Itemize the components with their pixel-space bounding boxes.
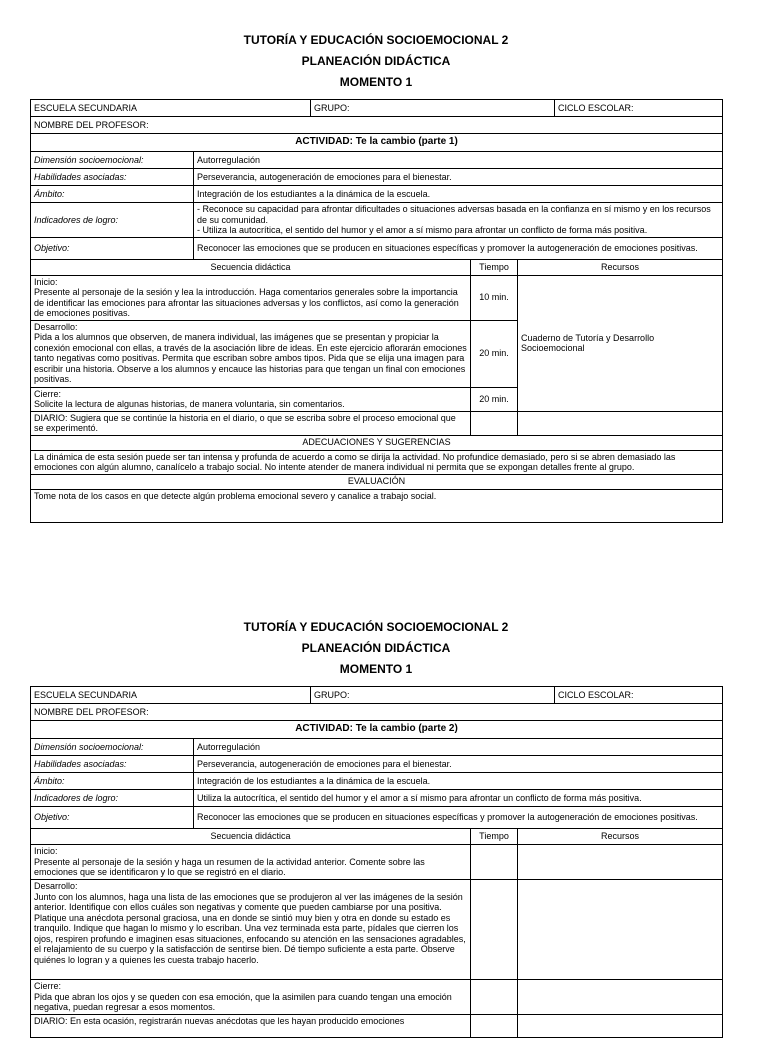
dimension-label: Dimensión socioemocional:	[31, 739, 194, 756]
indicators-value: Utiliza la autocrítica, el sentido del humor y el amor a sí mismo para afrontar un conflicto de forma más positiva.	[194, 790, 723, 807]
objective-value: Reconocer las emociones que se producen en situaciones específicas y promover la autogeneración de emociones positivas.	[194, 237, 723, 259]
closing-time	[471, 980, 518, 1015]
dimension-value: Autorregulación	[194, 739, 723, 756]
planeacion-page-1	[30, 30, 722, 523]
diary-resources	[518, 411, 723, 435]
dimension-value: Autorregulación	[194, 152, 723, 169]
diary-step: DIARIO: Sugiera que se continúe la historia en el diario, o que se escriba sobre el proceso emocional que se experimentó.	[31, 411, 471, 435]
planning-table	[30, 99, 723, 523]
skills-value: Perseverancia, autogeneración de emociones para el bienestar.	[194, 169, 723, 186]
activity-title: ACTIVIDAD: Te la cambio (parte 2)	[31, 721, 723, 739]
development-time: 20 min.	[471, 320, 518, 387]
indicators-label: Indicadores de logro:	[31, 203, 194, 238]
school-field[interactable]: ESCUELA SECUNDARIA	[31, 100, 311, 117]
start-step: Inicio: Presente al personaje de la sesión y haga un resumen de la actividad anterior. Comente sobre las emociones que se identificaron y lo que se registró en el diario.	[31, 845, 471, 880]
resources-header: Recursos	[518, 829, 723, 845]
objective-label: Objetivo:	[31, 807, 194, 829]
time-header: Tiempo	[471, 829, 518, 845]
scope-value: Integración de los estudiantes a la dinámica de la escuela.	[194, 773, 723, 790]
closing-step: Cierre: Pida que abran los ojos y se queden con esa emoción, que la asimilen para cuando tengan una emoción negativa, puedan regresar a esos momentos.	[31, 980, 471, 1015]
diary-step: DIARIO: En esta ocasión, registrarán nuevas anécdotas que les hayan producido emociones	[31, 1015, 471, 1038]
adaptations-header: ADECUACIONES Y SUGERENCIAS	[31, 435, 723, 450]
document-title: TUTORÍA Y EDUCACIÓN SOCIOEMOCIONAL 2	[243, 33, 509, 47]
sequence-header: Secuencia didáctica	[31, 259, 471, 275]
development-step: Desarrollo: Junto con los alumnos, haga una lista de las emociones que se produjeron al ver las imágenes de la sesión anterior. Identifique con ellos cuáles son negativas y comente que pueden cambiarse por una positiva. Platique una anécdota personal graciosa, una en donde se sintió muy bien y otra en donde su estado es tranquilo. Indique que hagan lo mismo y lo escriban. Una vez terminada esta parte, pídales que cierren los ojos, respiren profundo e imaginen esas situaciones, enfocando su atención en las sensaciones agradables, el relajamiento de su cuerpo y la satisfacción de sentirse bien. Dé tiempo suficiente a esta parte. Observe quiénes lo logran y a quienes les cuesta trabajo hacerlo.	[31, 880, 471, 980]
start-resources	[518, 845, 723, 880]
diary-time	[471, 1015, 518, 1038]
school-year-field[interactable]: CICLO ESCOLAR:	[555, 687, 723, 704]
school-year-field[interactable]: CICLO ESCOLAR:	[555, 100, 723, 117]
dimension-label: Dimensión socioemocional:	[31, 152, 194, 169]
time-header: Tiempo	[471, 259, 518, 275]
evaluation-text: Tome nota de los casos en que detecte algún problema emocional severo y canalice a trabajo social.	[31, 489, 723, 522]
development-step: Desarrollo: Pida a los alumnos que observen, de manera individual, las imágenes que se presentan y propiciar la conexión emocional con ellas, a través de la asociación libre de ideas. En este ejercicio aflorarán emociones tanto negativas como positivas. Permita que escriban sobre ambos tipos. Pida que se elija una imagen para escribir una historia. Observe a los alumnos y encauce las historias para que tengan un final con emociones positivas.	[31, 320, 471, 387]
scope-label: Ámbito:	[31, 186, 194, 203]
school-field[interactable]: ESCUELA SECUNDARIA	[31, 687, 311, 704]
start-time: 10 min.	[471, 275, 518, 320]
start-time	[471, 845, 518, 880]
indicators-label: Indicadores de logro:	[31, 790, 194, 807]
closing-step: Cierre: Solicite la lectura de algunas historias, de manera voluntaria, sin comentarios.	[31, 387, 471, 411]
development-resources	[518, 880, 723, 980]
indicators-value: - Reconoce su capacidad para afrontar dificultades o situaciones adversas basada en la confianza en sí mismo y en los recursos de su comunidad. - Utiliza la autocrítica, el sentido del humor y el amor a sí mismo para afrontar un conflicto de forma más positiva.	[194, 203, 723, 238]
objective-value: Reconocer las emociones que se producen en situaciones específicas y promover la autogeneración de emociones positivas.	[194, 807, 723, 829]
closing-time: 20 min.	[471, 387, 518, 411]
moment-label: MOMENTO 1	[339, 75, 413, 89]
activity-title: ACTIVIDAD: Te la cambio (parte 1)	[31, 134, 723, 152]
teacher-name-field[interactable]: NOMBRE DEL PROFESOR:	[31, 117, 723, 134]
adaptations-text: La dinámica de esta sesión puede ser tan intensa y profunda de acuerdo a como se dirija la actividad. No profundice demasiado, pero si se abren demasiado las emociones con algún alumno, canalícelo a trabajo social. No intente atender de manera individual ni permita que se expongan detalles frente al grupo.	[31, 450, 723, 474]
teacher-name-field[interactable]: NOMBRE DEL PROFESOR:	[31, 704, 723, 721]
resources-value: Cuaderno de Tutoría y Desarrollo Socioemocional	[518, 275, 723, 411]
start-step: Inicio: Presente al personaje de la sesión y lea la introducción. Haga comentarios generales sobre la importancia de identificar las emociones para afrontar las situaciones adversas y los conflictos, así como la generación de emociones positivas.	[31, 275, 471, 320]
evaluation-header: EVALUACIÓN	[31, 474, 723, 489]
document-subtitle: PLANEACIÓN DIDÁCTICA	[301, 641, 451, 655]
sequence-header: Secuencia didáctica	[31, 829, 471, 845]
objective-label: Objetivo:	[31, 237, 194, 259]
scope-label: Ámbito:	[31, 773, 194, 790]
planning-table	[30, 686, 723, 1038]
group-field[interactable]: GRUPO:	[311, 100, 555, 117]
document-subtitle: PLANEACIÓN DIDÁCTICA	[301, 54, 451, 68]
diary-resources	[518, 1015, 723, 1038]
resources-header: Recursos	[518, 259, 723, 275]
diary-time	[471, 411, 518, 435]
document-title: TUTORÍA Y EDUCACIÓN SOCIOEMOCIONAL 2	[243, 620, 509, 634]
group-field[interactable]: GRUPO:	[311, 687, 555, 704]
scope-value: Integración de los estudiantes a la dinámica de la escuela.	[194, 186, 723, 203]
moment-label: MOMENTO 1	[339, 662, 413, 676]
skills-label: Habilidades asociadas:	[31, 756, 194, 773]
development-time	[471, 880, 518, 980]
closing-resources	[518, 980, 723, 1015]
planeacion-page-2	[30, 617, 722, 1038]
skills-label: Habilidades asociadas:	[31, 169, 194, 186]
skills-value: Perseverancia, autogeneración de emociones para el bienestar.	[194, 756, 723, 773]
